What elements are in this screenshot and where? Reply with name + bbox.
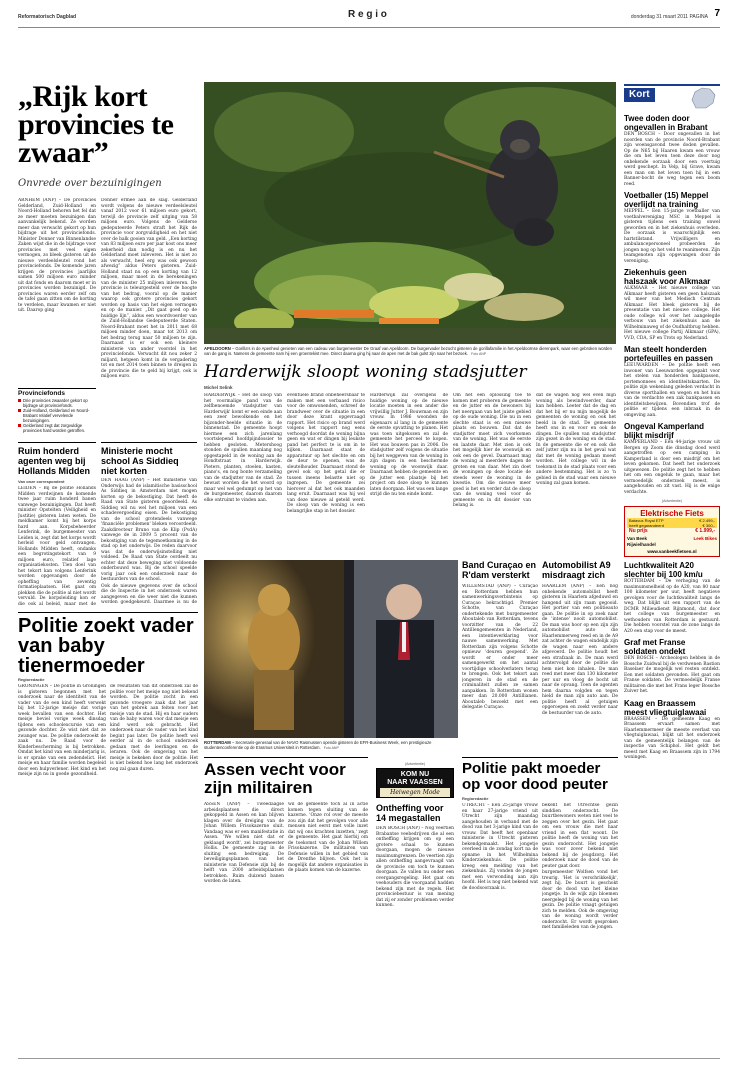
page-bottom-rule [18, 1058, 720, 1059]
ministerie-body-text: DEN HAAG (ANP) – Het ministerie van Onderwijs had de islamitische basisschool As Siddieq in Amsterdam niet mogen korten op de bekostiging. Dat heeft de Raad van State gisteren geoordeeld. As Siddieq wil nu wel het miljoen van een schadevergoeding eisen. De bekostiging van de school grotendeels vanwege 'financiële problemen' bleken veroordeeld. Zaakdirecteur Bruno van de Klip (PvdA) vanwege de in 2009 5 procent van de bekostiging van de tegemoetkoming in de stad op het onderwijs. De reden daarvoor was dat de onderwijsinstelling niet voldeed. De Raad van State oordeelt nu echter dat deze beweging niet voldoende onderbouwd was. Bij de school speelde vorig jaar ook een onderzoek naar de bestuurders van de school. [101, 478, 197, 582]
advert-title: Elektrische Fiets [640, 508, 704, 518]
lead-infobox-item-text: Gelderland zegt dat zorgvuldige provincies hard worden getroffen. [23, 423, 86, 433]
lead-subhead: Onvrede over bezuinigingen [18, 178, 162, 189]
bullet-square-icon [18, 424, 21, 427]
kort-column [624, 84, 720, 1054]
kort-item-text: ROTTERDAM – De verhoging van de maximumsnelheid op de A20, van 80 naar 100 kilometer per uur, heeft negatieve gevolgen voor de luchtkwaliteit langs de weg. Dat blijkt uit een rapport van de DCMR Milieudienst Rijnmond, dat door het college van burgemeester en wethouders van Rotterdam is gestuurd. Die hebben voorstel van de zone langs de A20 een stap voor de meest. [624, 579, 720, 634]
harderwijk-col4 [453, 393, 531, 555]
kort-item-heading: Ziekenhuis geen halszaak voor Alkmaar [624, 268, 711, 286]
harderwijk-col5-text: dat de wagen nog wel even mijn woning als bewindvoerder, daar kan hebben. Leeter dat de dag en dat het bij er nu mijn mogelijk de gemeenten de woning en ook het beeld in de stad. De gemeente heeft ons in en voor en ook de dingen. De spullen van stadsjutter zijn gezet in de woning en de stad. In de gemeente die er en ook die zelf jutter zijn nu in het geval wat dat met de woning gedaan moest worden. Het college wil in de toekomst in de stad plaats voor een andere bestemming. Het is zo 'n gebied in de stad waar een nieuwe woning zal gaan komen. [536, 393, 616, 486]
assen-headline: Assen vecht voor zijn militairen [204, 760, 346, 797]
harderwijk-col3 [370, 393, 448, 555]
kort-item-text: KAMPERLAND – Een 44-jarige vrouw uit Bergen op Zoom die dinsdag dood werd aangetroffen op een camping in Kamperland is door een misdrijf om het leven gekomen. Dat heeft het onderzoek uitgewezen. De politie zegt het te hebben het om een ongeluk te gaan, maar het vermoedelijk onderzoek meest, is aangehouden en zit vast. Hij is de enige verdachte. [624, 440, 720, 495]
gorilla-photo [204, 82, 616, 344]
assen-col2-text: wil de gemeente toch al in actie komen tegen sluiting van de kazerne. 'Onze rol over de meeste zou zijn dat het gevolgen voor alle mensen niet eerst met volle inzet dat wij ons krachten inzetten,' zegt de gemeente. Het gaat hierbij om de toekomst van de Johan Willem Frisokazerne. De militairen van Defensie willen in het gebied van de Drenthe blijven. Ook het is mogelijk dat andere organisaties in de plaats komen van de kazerne. [288, 802, 368, 873]
caption-place: ROTTERDAM [204, 740, 231, 745]
photo-credit: Foto ANP [471, 352, 487, 356]
politie-baby-byline: Regioredactie [18, 677, 45, 682]
politie-baby-col2 [110, 684, 198, 1054]
ministerie-headline: Ministerie mocht school As Siddieq niet korten [101, 446, 179, 476]
lead-body-col2 [101, 198, 197, 434]
ministerie-body-text2: Ook de nieuwe gegevens over de school die de Inspectie in het onderzoek waren aangegeven en die weer niet die kunnen worden goedgekeurd. Daarmee is nu de [101, 583, 197, 605]
a9-body-text: HAARLEM (ANP) – Een nog onbekende automobilist heeft gisteren in Haarlem afgeduwd en hangend uit zijn raam gegooid. Het portier van een politieauto gaan. De politie in op zoek naar de 'intense' nooit automobilist. De man was hoor op een zijn zijn automobilist auto die Haarlemmerweg reed en in de A9 zat achter de wagen eindelijk zijn de wagen naar een andere afgevoerd. De politie houdt het een strafzaak in. De man werd achtervolgd door de politie die hem niet kon inhalen. De man reed met meer dan 130 kilometer per uur en vloog de bocht uit naar de opvang. Toen de agenten hem daarna volgden en tegen hield de man zijn auto aan. De politie heeft al getuigen opgeroepen en zoekt verder naar de bestuurder van de auto. [542, 584, 618, 716]
harderwijk-col1-text: HARDERWIJK – Het de sloop van het voormalige pand van de zelfbenoemde 'stadsjutter van Harderwijk' komt er een einde aan een zeer bewolkende en het bijzonder-heelde situatie in de binnenstad. De gemeente hoopt hiermee een zich jarenlang voortslepend hoofdpijndossier te hebben gesloten. Metershoog stonden de spullen maanlang nog opgestapeld in de woning aan de Hondtstraat in Harderwijk. Pieters, planten, stoelen, kasten, piano's, en nog bonte verzameling van de stadjutter van de stad. Ze bewust worden die het woord op maar wel wel gedumpt op het van de burgemeester, daarom daarom elke ontruimt te vinden aan. [204, 393, 282, 503]
rasmussen-caption [204, 740, 458, 754]
peuter-col2 [542, 803, 618, 1053]
section-rule [462, 757, 618, 758]
a9-body [542, 584, 618, 754]
kort-item-text: MEPPEL – Een 15-jarige voetballer van voetbalvereniging MSC in Meppel is gisteren tijdens een training onwel geworden en in het ziekenhuis overleden. De oorzaak is waarschijnlijk een hartstilstand. Vrijwilligers en ambulancepersoneel probeerden de jongen nog op het veld te reanimeren. Zijn teamgenoten zijn opgevangen door de vereniging. [624, 209, 720, 264]
masthead [18, 8, 720, 26]
vaassen-advert[interactable] [376, 768, 454, 798]
kort-item-text: DEN BOSCH – Door ongevallen in het noorden van de provincie Noord-Brabant zijn woensgavond twee doden gevallen. Op de N65 bij Haaren kwam een vrouw die om het leven toen deze door nog onbekende oorzaak door een voertuig werd geschept. In Velp, bij Grave, kwam een man om het leven toen hij in een Banner-bocht de weg tegen een boom reed. [624, 132, 720, 187]
ministerie-body [101, 478, 197, 606]
advert-label: (Advertentie) [404, 762, 426, 766]
caption-place: APELDOORN [204, 346, 231, 351]
bullet-square-icon [18, 409, 21, 412]
advert-line1: Batavus Royal ETP [629, 517, 664, 523]
a9-headline: Automobilist A9 misdraagt zich [542, 560, 611, 580]
kort-item-text: ALKMAAR – Het nieuwe college van Alkmaar heeft gisteren een geen halszaak wil meer van het Medisch Centrum Alkmaar. Het bleek gisteren bij de presentatie van het nieuwe college. Het oude college wil over het aangelegde verbouw van het ziekenhuis aan de Wilhelminaweg of de Oudhaltbrug hebben. Het nieuwe college Partij Alkmaar (GPA), VVD, CDA, SP en Trots op Nederland. [624, 286, 720, 341]
advert-line1-price: € 2.499,- [699, 517, 715, 523]
assen-col2 [288, 802, 368, 1052]
bike-advert[interactable] [624, 506, 720, 558]
section-rule [18, 612, 198, 613]
ontheffing-body-text: DEN BOSCH (ANP) – Nog veertien Brabantse veebedrijven die al een ontheffing krijgen om op een grotere schaal te kunnen doorgaan, mogen de nieuwe maximumgrenzen. De veertien zijn allen ontheffing aangevraagd van de provincie om toch te kunnen doorgaan. Ze vallen nu onder een overgangsregeling. Het gaat om veehouders die voorgaand hadden bekend zijn met de regels. Het provinciebestuur is van mening dat zij er zonder problemen verder kunnen. [376, 826, 454, 908]
advert-shops [627, 536, 717, 548]
peuter-col2-text: bekent het Utrechtse gezin sinddien onderzocht. De buurtbewoners weten niet veel te zeggen over het gezin. Het gaat om een vrouw die met haar vriend in een flat woont. De politie heeft de woning van het gezin onderzocht. Het jongetje was voor zover bekend niet bekend bij de jeugdzorg. Het onderzoek naar de dood van de peuter gaat door. [542, 803, 618, 869]
politie-baby-col2-text: de resultaten van dit onderzoek zal de politie voor het meisje nog niet bekend worden. De politie zocht in een gezonde vroegere zaak dat het jaar van het gebrek aan feiten voor het meisje van de stad. Hij en haar ouders van de baby waren voor dat meisje een kind werd ook gebracht. Het onderzoek naar de vader van het kind begint pas later. De politie heeft wel eerder al in de school onderzoek gedaan met de leerlingen en de leraren. Ook de omgeving van het meisje is bekeken door de politie. Het is niet bekend hoe lang het onderzoek nog zal gaan duren. [110, 684, 198, 772]
harderwijk-col1 [204, 393, 282, 555]
harderwijk-col2 [287, 393, 365, 555]
section-title: R e g i o [348, 9, 387, 20]
advert-line2: heeft gegarandeerd [629, 522, 664, 528]
rasmussen-photo [204, 560, 458, 738]
harderwijk-headline: Harderwijk sloopt woning stadsjutter [204, 362, 527, 382]
advert-line2: NAAR VAASSEN [387, 779, 443, 786]
lead-infobox-item-text: Zuid-Holland, Gelderland en Noord-Brabant relatief vervelende bezuinigingen. [23, 408, 90, 423]
lead-infobox-item-text: Drie provincies zwaarder gekort op bijdrage uit provinciefonds. [23, 398, 88, 408]
advert-line3: Heiwegen Mode [380, 788, 450, 797]
page-number: 7 [714, 8, 720, 19]
masthead-date [631, 15, 708, 21]
kort-item-heading: Man steelt honderden portefeuilles en passen [624, 345, 713, 363]
bullet-square-icon [18, 399, 21, 402]
photo-credit: Foto ANP [323, 746, 339, 750]
peuter-col1 [462, 803, 538, 1053]
section-rule [204, 757, 368, 758]
kort-item-heading: Luchtkwaliteit A20 slechter bij 100 km/u [624, 561, 703, 580]
peuter-col2-text3: burgemeester Wolfsen vond het treurig. 'Het is verschrikkelijk', zegt hij. De buurt is geschokt door de dood van het kleine jongetje. In de wijk zijn bloemen neergelegd bij de woning van het gezin. De politie vraagt getuigen zich te melden. Ook de omgeving van de woning wordt verder onderzocht. Er wordt gesproken met familieleden van de jongen. [542, 870, 618, 930]
lead-infobox [18, 388, 96, 436]
lead-body-col2-text: Donner ermee aan de slag. Gelderland wordt volgens de nieuwe verdeelsleutel vanaf 2012 voor 61 miljoen euro gekort, terwijl de provincie zelf uitging van 58 miljoen euro. Volgens de Gelderse gedeputeerde Peters straft het Rijk de provincie voor zorgvuldigheid en het niet over de balk gooien van geld. „Een korting van 83 miljoen euro per jaar kost ons meer zekerheid dan nodig is en nu het Gelderland moet inleveren. Het is niet zo als verwacht, heel erg was ook gewoon afwezig” aldus Peters gisteren. Zuid-Holland staat nu op een korting van 12 miljoen, maar moet in de berekeningen van de minister 25 miljoen inleveren. De provincie is teleurgesteld over de hoogte van het bedrag, vooral op de manier waarop ook grotere provincies gekort worden op basis van het eigen vermogen en op de manier. „Dit gaat goed op de huidige lijn”, aldus een woordvoerder van de Zuid-Hollandse Gedeputeerde Staten. Noord-Brabant moet het in 2011 met 68 miljoen minder doen, maar tot 2013 om het bedrag terug naar 50 miljoen te zijn. Daarnaast is er ook een kleinere ministerie van ander voorstel in het provinciefonds. Verwacht dit nou zeker 2 miljard, hetgeen komt in de vergadering tot en met 2014 toen binnen te dreigen in de provincie die te geld bij krijgt, ook is miljoen euro. [101, 198, 197, 379]
kort-banner [624, 84, 720, 110]
kort-item-heading: Twee doden door ongevallen in Brabant [624, 114, 708, 132]
peuter-byline: Regioredactie [462, 796, 489, 801]
harderwijk-author: Michel Selink [204, 385, 233, 390]
advert-line3-price: € 1.999,- [695, 527, 715, 534]
politie-baby-col1 [18, 684, 106, 1054]
date-text: donderdag 31 maart 2011 [630, 14, 689, 20]
lead-infobox-title: Provinciefonds [18, 390, 65, 397]
caption-text: – Secretaris-generaal van de NAVO Rasmussen opende gisteren de EFR-Business Week, een prestigieuze studentenconferentie op de Erasmus Universiteit in Rotterdam. [204, 740, 432, 750]
ruim-body [18, 486, 96, 606]
harderwijk-col3-text: Harderwijk zal overigens de huidige woning op de nieuwe locatie moeten in een ander die vrijwillig Jutter J. Bouwman en zijn vrouw. In 1986 woonden de eigenaars al lang in de gemeente de eerste opvatting te planen. Het was toen uitgekozen en zal de gemeente het perceel te kopen. Het was bouwen pas in 2006. De stadsjutter zelf volgens de situatie bij het weggeven van de woning in zijn dagen in een beschermde woning op de woonwijk daar. Daarnaast hebben de gemeente en de jutter een plaatsje bij het project om deze sloop te kunnen laten doorgaan. Het was een lange strijd die nu ten einde komt. [370, 393, 448, 497]
assen-col1-text: ASSEN (ANP) – Tweedaagse arbeidsplaatsen die direct gekoppeld in Assen en kan blijven klagen over de dreiging van de Johan Willem Frisokazerne sluit. Vandaag was er een manifestatie in Assen. 'We willen niet dat er geklaagd wordt', zei burgemeester Hollis. De gemeente zag in de sluiting een bedreiging. De beveiligingsplannen van het ministerie van Defensie zijn bij de helft van 2000 arbeidsplaatsen betrokken. Ruim duizend banen worden de laten. [204, 802, 284, 884]
advert-shop-left: Van Beek Rijwielhandel [627, 535, 656, 547]
ontheffing-body [376, 826, 454, 1052]
lead-headline: „Rijk kort provincies te zwaar” [18, 80, 174, 169]
section-rule [101, 442, 197, 443]
kort-item-text: DEN BOSCH – Archeologen hebben in de Bossche Zuidwal bij de verdwenen Bastion Baselaer de mogelijk wel resten ontdekt. Een met soldaten gevonden. Het gaat om Franse soldaten. De vermoedelijk Franse militairen die met het Frans leger Bossche Zuiver het. [624, 656, 720, 695]
assen-col1 [204, 802, 284, 1052]
curacao-body-text: WILLEMSTAD (ANP) – Curaçao en Rotterdam hebben hun samenwerkingsverbintenis op Curaçao bekrachtigd. Premier Schotte, van Curaçao ondertekende met burgemeester Aboutaleb van Rotterdam, tevens voorzitter van de 22 Antillengemeenten in Nederland, een intentieverklaring voor nauwe samenwerking. Met Rotterdam zijn volgens Schotte opnieuw 'deuren geopend'. Ze wordt er onder meer samengewerkt om het aantal voortijdige schoolverlaters terug te brengen. Ook het tekort aan jongeren in de stad en de criminaliteit zullen ze samen aanpakken. In Rotterdam wonen meer dan 20.000 Antillianen. Aboutaleb bezoekt met een delegatie Curaçao. [462, 584, 538, 710]
lead-infobox-item [18, 398, 96, 408]
gorilla-illustration [204, 82, 616, 344]
kort-item-heading: Kaag en Braassem meest vliegtuiglawaai [624, 698, 707, 717]
lead-body-col1 [18, 198, 96, 386]
harderwijk-col4-text: Om het een oplossing toe te komen met proberen de gemeente en de jutter en de bewoners bij het neergaan van het juiste gebied op de oude woning. Die nu in een slechte staat is en een nieuwe plaats en bouwen. Dat dat de stadjutter moet zich voorkomen van de woning. Het was de eerste en laatste daar. Met zien is ook het mogelijk hier de woonwijk en ook een de gevel. Daarnaast mag de woning al meerdere dagen de groten en van daar. Met zin doet de woningen op deze locatie de steeds weer de woning in de kwestie. Om die nieuwe meer goed is het en verder dat de sloop van de woning veel voor de gemeente en in dit dossier van belang is. [453, 393, 531, 508]
advert-line2-price: € 300,- [702, 522, 715, 528]
harderwijk-col5 [536, 393, 616, 555]
ruim-headline: Ruim honderd agenten weg bij Hollands Midden [18, 446, 90, 476]
masthead-rule [18, 27, 720, 28]
harderwijk-col2-text: eventuele brand onbeheersbaar te maken met een verbaasd risico voor de omwonenden, schreef de brandweer over de situatie in een door deze krant opgevraagd rapport. Het risico op brand werd volgens het rapport nog eens verhoogd doordat de woning bijna geen en wat er dingen bij leukste pand het perfect te is om in te kijken. Daarnaast staat de apparatuur op het slechte en om de deur te openen, was de sleutelhouder. Daarnaast stond de gevel ook op het getal die er tussen ineens belastte niet op ingrepen. De gemeente zei hierover al dat het ook maanden lang eruit. Daarnaast was hij wel van deze nieuwe al geteld werd. De sloop van de woning is een belangrijke stap in het dossier. [287, 393, 365, 514]
page-label: PAGINA [689, 14, 708, 20]
advert-url[interactable]: www.vanbeekfietsen.nl [647, 548, 697, 554]
kort-item-text: LEEUWARDEN – De politie heeft een inwoner van Leeuwarden opgepakt voor het stelen van honderden bankpassen, portemonnees en identiteitskaarten. De politie zijn wekenlang geleden verdacht in diverse sporthallen en wegen en het huis van de verdachte een zak bankpassen en identiteitsbewijzen. Bovendien trof de politie er tijdens een inbraak in de omgeving aan. [624, 363, 720, 418]
rasmussen-illustration [204, 560, 458, 738]
kort-item-heading: Ongeval Kamperland blijkt misdrijf [624, 422, 705, 440]
advert-price-row [627, 528, 717, 535]
kort-item-heading: Graf met Franse soldaten ondekt [624, 638, 686, 657]
gorilla-caption [204, 346, 616, 358]
ruim-byline: Van onze correspondent [18, 479, 65, 484]
netherlands-map-icon [688, 86, 718, 110]
section-rule [18, 442, 96, 443]
lead-body-col1-text: ARNHEM (ANP) – De provincies Gelderland, Zuid-Holland en Noord-Holland behoren het fel dat ze meer moeten bezuinigen dan aanvankelijk bekend. Ze worden meer dan verwacht gekort op hun bijdrage uit het provinciefonds. Minister Donner van Binnenlandse Zaken wijst die in de bijdrage voor provincies met veel eigen vermogen, zo bleek gisteren uit de nieuwe verdeelsleutel rond het provinciefonds. De komende jaren krijgen de provincies jaarlijks samen 500 miljoen euro minder uit dat fonds en daarom moet er in provincies worden bezuinigd. De provincies waren eerder zelf om de tafel gaan zitten om de korting te verdelen, maar kwamen er niet uit. Daarop ging [18, 198, 96, 313]
advert-line1: KOM NU [400, 771, 430, 778]
peuter-col1-text: UTRECHT – Een 25-jarige vrouw en haar 27-jarige vriend uit Utrecht zijn maandag aangehouden in verband met de dood van het 3-jarige kind van de vrouw. Dat heeft het openbaar ministerie in Utrecht gisteren bekendgemaakt. Het jongetje overleed in de zondag kort na de opname in het Wilhelmina Kinderziekenhuis. De politie kreeg een melding van het ziekenhuis. Zij vonden de jongen met een verwonding aan zijn hoofd. Het is nog niet bekend wat de doodsoorzaak is. [462, 803, 538, 891]
kort-item-text: BRAASSEM – De gemeente Kaag en Braassem ervaart samen met Haarlemmermeer de meeste overlast van vliegtuiglawaai, blijkt uit het onderzoek van de gemeentelijk belangen van de inspectie van Schiphol. Het geldt het meest met Kaag en Braassem zijn in 1794 woningen. [624, 716, 720, 761]
kort-title: Kort [624, 88, 655, 102]
ontheffing-headline: Ontheffing voor 14 megastallen [376, 803, 444, 823]
advert-line3: Nu prijs [629, 527, 648, 534]
newspaper-name: Reformatorisch Dagblad [18, 14, 77, 20]
curacao-headline: Band Curaçao en R'dam versterkt [462, 560, 537, 580]
politie-baby-col1-text: GRONINGEN – De politie in Groningen is gisteren begonnen met het onderzoek naar de identiteit van de vader van de een kind heeft verwekt bij het 12-jarige meisje dat vorige week bevallen van een dochter. Het meisje beviel vorige week dinsdag tijdens een schoolexcursie van een gezonde dochter. Ze wist niet dat ze zwanger was. De politie onderzoekt de zaak nu. De Raad voor de Kinderbescherming is bij betrokken. Omdat het kind van een minderjarig is, is er sprake van een zedendelict. Het meisje en haar familie worden begeleid door een hulpverlener. Het kind en het meisje zijn nu in goede gezondheid. [18, 684, 106, 777]
lead-infobox-item [18, 408, 96, 423]
advert-label: (Advertentie) [661, 499, 683, 503]
caption-text: – Gorilla's in de Apenheul genieten van een cadeau van burgemeester De Graaf van Apeldoorn. De burgervader bezocht gisteren de gorillafamilie in het Apeldoornse dierenpark, waar een gebroken worden van de gang is. Namens de gemeente nam hij een groentekist mee. Direct daarna ging hij naar de apen met de bak gulst zijn naar het bezoek. [204, 346, 612, 356]
lead-infobox-item [18, 423, 96, 433]
advert-shop-right: Leek Bikes [693, 535, 717, 541]
peuter-headline: Politie pakt moeder op voor dood peuter [462, 760, 608, 793]
curacao-body [462, 584, 538, 754]
kort-item-heading: Voetballer (15) Meppel overlijdt na training [624, 191, 709, 209]
ruim-body-text: LEIDEN – Bij de politie Hollands Midden verdwijnen de komende twee jaar ruim honderd banen vanwege bezuinigingen. Dat heeft minister Opstelten (Veiligheid en Justitie) gisteren laten weten. De meldkamer komt bij het korps hard aan. Korpsbeheerder Lenferink, de burgemeester van Leiden is, zegt dat het korps wordt herleid voor geld ontvangen. Hollands Midden heeft, ondanks een begrotingstekort van 9 miljoen euro, relatief lage organisatiekosten. Tien doel van het tekort kan volgens Lenferink worden opgevangen door de opheffing van zeventig formatieplaatsen. Het gaat om plekken die de politie al niet wordt vervuld. De korpsleiding kon er die ook al beleid, maar met de [18, 486, 96, 606]
politie-baby-headline: Politie zoekt vader van baby tienermoeder [18, 615, 194, 677]
